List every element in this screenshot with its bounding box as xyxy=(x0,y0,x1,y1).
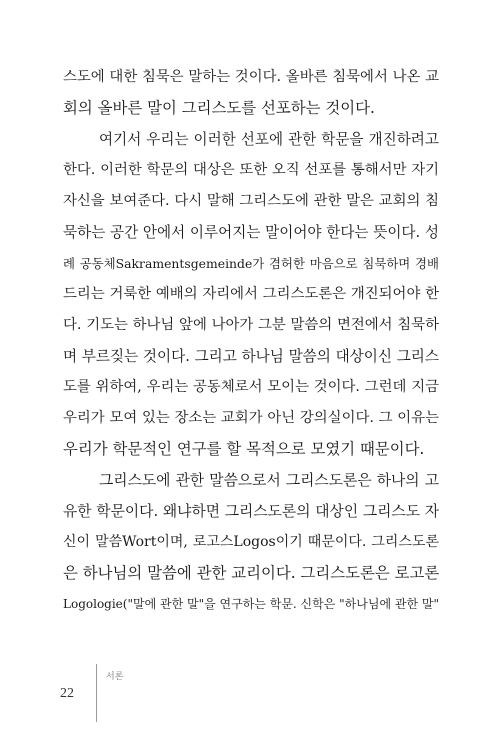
text-line: 우리가 학문적인 연구를 할 목적으로 모였기 때문이다. xyxy=(63,440,425,458)
text-line: 며 부르짖는 것이다. 그리고 하나님 말씀의 대상이신 그리스 xyxy=(63,348,439,365)
paragraph-start-line: 그리스도에 관한 말씀으로서 그리스도론은 하나의 고 xyxy=(99,472,439,489)
page-number: 22 xyxy=(60,686,74,701)
text-line: 은 하나님의 말씀에 관한 교리이다. 그리스도론은 로고론 xyxy=(63,564,440,582)
footer-divider xyxy=(96,664,97,722)
text-line: 도를 위하여, 우리는 공동체로서 모이는 것이다. 그런데 지금 xyxy=(63,379,439,395)
text-line: 한다. 이러한 학문의 대상은 또한 오직 선포를 통해서만 자기 xyxy=(63,162,439,178)
text-line: 스도에 대한 침묵은 말하는 것이다. 올바른 침묵에서 나온 교 xyxy=(63,69,439,85)
text-line: 드리는 거룩한 예배의 자리에서 그리스도론은 개진되어야 한 xyxy=(63,286,439,302)
text-line: 묵하는 공간 안에서 이루어지는 말이어야 한다는 뜻이다. 성 xyxy=(63,224,439,241)
running-footer-section: 서론 xyxy=(106,672,124,682)
paragraph-start-line: 여기서 우리는 이러한 선포에 관한 학문을 개진하려고 xyxy=(99,131,439,148)
text-line: 다. 기도는 하나님 앞에 나아가 그분 말씀의 면전에서 침묵하 xyxy=(63,317,439,333)
text-line: 유한 학문이다. 왜냐하면 그리스도론의 대상인 그리스도 자 xyxy=(63,503,439,520)
text-line: 회의 올바른 말이 그리스도를 선포하는 것이다. xyxy=(63,99,375,117)
text-line: 우리가 모여 있는 장소는 교회가 아닌 강의실이다. 그 이유는 xyxy=(63,410,439,426)
text-line: Logologie("말에 관한 말"을 연구하는 학문. 신학은 "하나님에 관한 말" xyxy=(63,597,439,611)
text-line: 자신을 보여준다. 다시 말해 그리스도에 관한 말은 교회의 침 xyxy=(63,193,439,209)
text-line: 례 공동체Sakramentsgemeinde가 겸허한 마음으로 침묵하며 경배 xyxy=(63,256,439,271)
text-line: 신이 말씀Wort이며, 로고스Logos이기 때문이다. 그리스도론 xyxy=(63,534,439,550)
